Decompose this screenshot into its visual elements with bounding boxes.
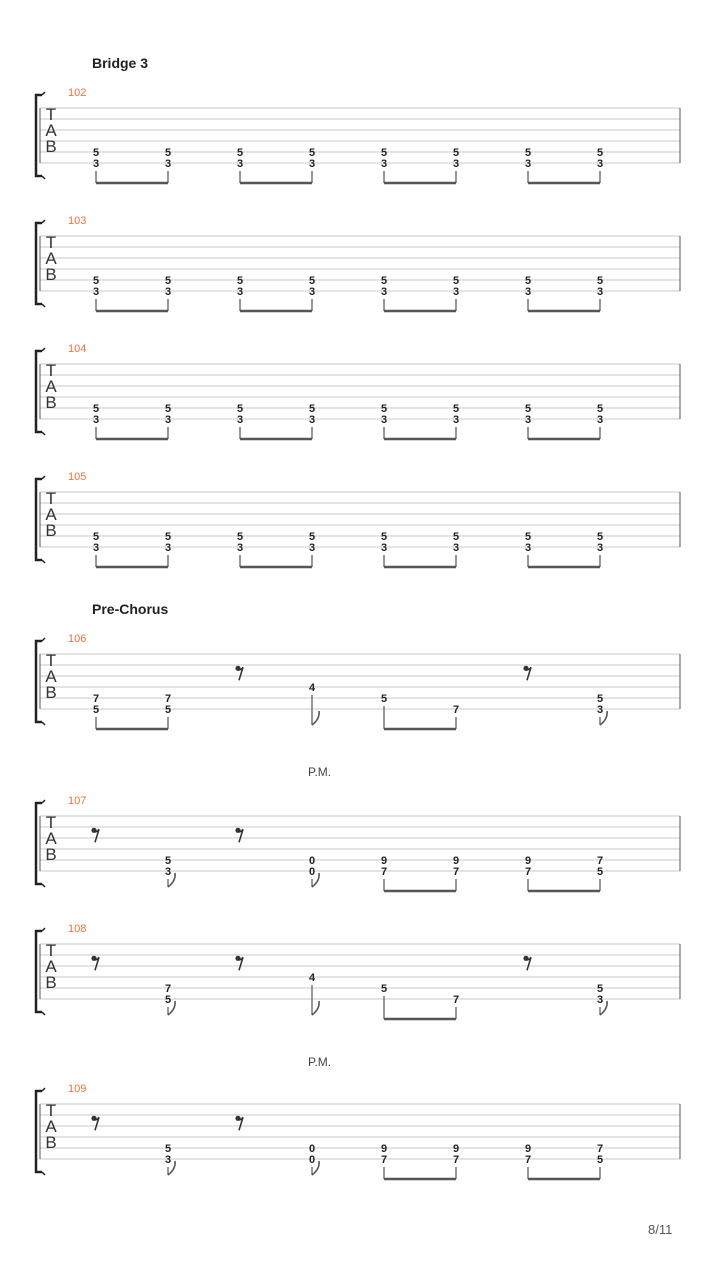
fret-number: 3 [452, 286, 460, 298]
fret-number: 5 [596, 983, 604, 995]
fret-number: 4 [308, 682, 316, 694]
fret-number: 5 [524, 403, 532, 415]
fret-number: 0 [308, 1154, 316, 1166]
fret-number: 5 [380, 531, 388, 543]
system-bracket [36, 1091, 42, 1172]
fret-number: 5 [380, 693, 388, 705]
fret-number: 7 [92, 693, 100, 705]
tab-system [36, 215, 680, 311]
tab-clef-letter: B [45, 137, 57, 156]
system-bracket [36, 803, 42, 884]
fret-number: 5 [308, 403, 316, 415]
fret-number: 3 [164, 866, 172, 878]
fret-number: 5 [164, 704, 172, 716]
section-title: Bridge 3 [92, 55, 149, 71]
fret-number: 7 [524, 1154, 532, 1166]
bracket-hook [42, 476, 45, 479]
bracket-hook [42, 800, 45, 803]
fret-number: 5 [308, 147, 316, 159]
eighth-rest [91, 1116, 99, 1131]
system-bracket [36, 641, 42, 722]
tab-clef-letter: T [45, 941, 57, 960]
bracket-hook [42, 928, 45, 931]
tab-clef-letter: A [45, 121, 57, 140]
fret-number: 3 [92, 158, 100, 170]
fret-number: 3 [308, 286, 316, 298]
fret-number: 3 [164, 542, 172, 554]
system-bracket [36, 95, 42, 176]
fret-number: 5 [164, 1143, 172, 1155]
fret-number: 5 [524, 147, 532, 159]
fret-number: 7 [452, 1154, 460, 1166]
tab-clef-letter: T [45, 813, 57, 832]
tab-clef-letter: B [45, 265, 57, 284]
fret-number: 3 [380, 158, 388, 170]
fret-number: 3 [596, 704, 604, 716]
eighth-rest [235, 828, 243, 843]
tab-system [36, 1083, 680, 1179]
fret-number: 3 [524, 414, 532, 426]
fret-number: 0 [308, 1143, 316, 1155]
fret-number: 5 [596, 147, 604, 159]
bracket-hook [42, 92, 45, 95]
fret-number: 3 [596, 994, 604, 1006]
tab-clef-letter: B [45, 845, 57, 864]
tab-system [36, 471, 680, 567]
fret-number: 7 [164, 983, 172, 995]
fret-number: 5 [92, 704, 100, 716]
fret-number: 5 [452, 147, 460, 159]
bracket-hook [42, 1012, 45, 1015]
fret-number: 5 [236, 147, 244, 159]
tab-clef-letter: T [45, 651, 57, 670]
bracket-hook [42, 1088, 45, 1091]
fret-number: 5 [236, 531, 244, 543]
tab-clef-letter: T [45, 1101, 57, 1120]
system-bracket [36, 479, 42, 560]
fret-number: 5 [524, 275, 532, 287]
fret-number: 5 [92, 403, 100, 415]
measure-number: 102 [68, 87, 87, 99]
tab-system [36, 795, 680, 891]
fret-number: 3 [92, 286, 100, 298]
fret-number: 5 [596, 866, 604, 878]
fret-number: 5 [92, 147, 100, 159]
fret-number: 3 [164, 286, 172, 298]
eighth-rest [91, 956, 99, 971]
tab-clef-letter: T [45, 489, 57, 508]
fret-number: 3 [596, 414, 604, 426]
fret-number: 5 [236, 275, 244, 287]
measure-number: 105 [68, 471, 87, 483]
tab-clef-letter: B [45, 393, 57, 412]
fret-number: 5 [452, 275, 460, 287]
bracket-hook [42, 884, 45, 887]
bracket-hook [42, 220, 45, 223]
fret-number: 5 [92, 275, 100, 287]
system-bracket [36, 931, 42, 1012]
fret-number: 3 [380, 542, 388, 554]
note-flag [312, 1001, 319, 1015]
fret-number: 5 [380, 403, 388, 415]
tab-clef-letter: A [45, 957, 57, 976]
tab-system [36, 633, 680, 729]
fret-number: 3 [308, 414, 316, 426]
tab-clef-letter: B [45, 521, 57, 540]
fret-number: 3 [236, 542, 244, 554]
fret-number: 5 [596, 275, 604, 287]
fret-number: 5 [308, 275, 316, 287]
fret-number: 7 [524, 866, 532, 878]
fret-number: 5 [596, 531, 604, 543]
fret-number: 3 [452, 414, 460, 426]
eighth-rest [235, 666, 243, 681]
fret-number: 3 [524, 158, 532, 170]
tab-clef-letter: B [45, 973, 57, 992]
bracket-hook [42, 722, 45, 725]
tab-system [36, 87, 680, 183]
fret-number: 0 [308, 855, 316, 867]
eighth-rest [523, 666, 531, 681]
tab-clef-letter: T [45, 105, 57, 124]
fret-number: 7 [452, 866, 460, 878]
fret-number: 5 [164, 994, 172, 1006]
fret-number: 3 [236, 286, 244, 298]
tab-clef-letter: A [45, 1117, 57, 1136]
tab-clef-letter: B [45, 683, 57, 702]
bracket-hook [42, 432, 45, 435]
measure-number: 109 [68, 1083, 87, 1095]
fret-number: 4 [308, 972, 316, 984]
fret-number: 7 [164, 693, 172, 705]
palm-mute-label: P.M. [308, 765, 332, 779]
measure-number: 107 [68, 795, 87, 807]
fret-number: 9 [524, 855, 532, 867]
fret-number: 5 [164, 147, 172, 159]
fret-number: 3 [164, 158, 172, 170]
palm-mute-label: P.M. [308, 1055, 332, 1069]
tab-clef-letter: A [45, 249, 57, 268]
fret-number: 7 [452, 704, 460, 716]
tab-clef-letter: A [45, 505, 57, 524]
tab-clef-letter: T [45, 233, 57, 252]
fret-number: 9 [380, 1143, 388, 1155]
fret-number: 7 [596, 1143, 604, 1155]
fret-number: 3 [164, 1154, 172, 1166]
fret-number: 5 [380, 983, 388, 995]
fret-number: 5 [92, 531, 100, 543]
bracket-hook [42, 560, 45, 563]
fret-number: 5 [164, 855, 172, 867]
fret-number: 5 [164, 403, 172, 415]
fret-number: 3 [92, 542, 100, 554]
bracket-hook [42, 348, 45, 351]
fret-number: 7 [596, 855, 604, 867]
fret-number: 5 [452, 531, 460, 543]
measure-number: 104 [68, 343, 87, 355]
fret-number: 3 [596, 542, 604, 554]
fret-number: 5 [164, 275, 172, 287]
bracket-hook [42, 304, 45, 307]
fret-number: 3 [596, 158, 604, 170]
eighth-rest [235, 1116, 243, 1131]
eighth-rest [91, 828, 99, 843]
fret-number: 5 [596, 403, 604, 415]
tab-clef-letter: A [45, 667, 57, 686]
fret-number: 3 [452, 542, 460, 554]
fret-number: 7 [452, 994, 460, 1006]
tab-clef-letter: B [45, 1133, 57, 1152]
tab-system [36, 923, 680, 1019]
fret-number: 5 [596, 1154, 604, 1166]
tab-clef-letter: T [45, 361, 57, 380]
fret-number: 5 [452, 403, 460, 415]
fret-number: 5 [308, 531, 316, 543]
page-number: 8/11 [648, 1222, 673, 1237]
system-bracket [36, 351, 42, 432]
measure-number: 108 [68, 923, 87, 935]
fret-number: 3 [236, 414, 244, 426]
bracket-hook [42, 1172, 45, 1175]
fret-number: 9 [380, 855, 388, 867]
tab-clef-letter: A [45, 377, 57, 396]
tab-clef-letter: A [45, 829, 57, 848]
fret-number: 5 [380, 275, 388, 287]
note-flag [312, 711, 319, 725]
fret-number: 3 [92, 414, 100, 426]
fret-number: 9 [452, 855, 460, 867]
fret-number: 5 [164, 531, 172, 543]
fret-number: 5 [596, 693, 604, 705]
fret-number: 3 [524, 286, 532, 298]
section-title: Pre-Chorus [92, 601, 169, 617]
fret-number: 3 [596, 286, 604, 298]
fret-number: 7 [380, 1154, 388, 1166]
fret-number: 5 [524, 531, 532, 543]
fret-number: 0 [308, 866, 316, 878]
eighth-rest [235, 956, 243, 971]
fret-number: 5 [380, 147, 388, 159]
bracket-hook [42, 638, 45, 641]
fret-number: 3 [452, 158, 460, 170]
fret-number: 3 [524, 542, 532, 554]
measure-number: 106 [68, 633, 87, 645]
measure-number: 103 [68, 215, 87, 227]
fret-number: 9 [524, 1143, 532, 1155]
fret-number: 7 [380, 866, 388, 878]
fret-number: 5 [236, 403, 244, 415]
bracket-hook [42, 176, 45, 179]
fret-number: 3 [380, 414, 388, 426]
tab-system [36, 343, 680, 439]
fret-number: 9 [452, 1143, 460, 1155]
fret-number: 3 [308, 542, 316, 554]
fret-number: 3 [308, 158, 316, 170]
fret-number: 3 [380, 286, 388, 298]
system-bracket [36, 223, 42, 304]
eighth-rest [523, 956, 531, 971]
fret-number: 3 [164, 414, 172, 426]
fret-number: 3 [236, 158, 244, 170]
